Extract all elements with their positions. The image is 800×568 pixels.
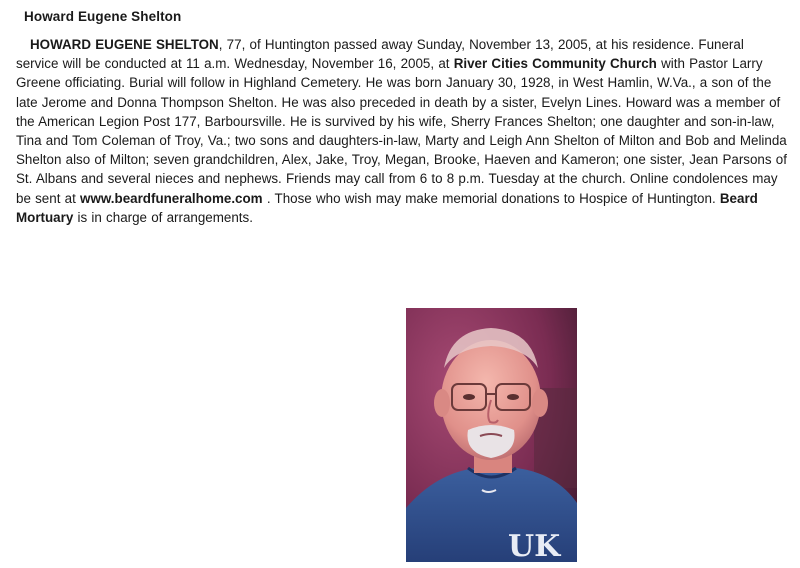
mortuary-name: Beard Mortuary [16, 190, 758, 225]
shirt-logo: UK [508, 529, 561, 562]
obituary-text [16, 35, 788, 227]
church-name: River Cities Community Church [453, 56, 657, 72]
deceased-name: HOWARD EUGENE SHELTON [30, 37, 219, 52]
obit-segment-2: with Pastor Larry Greene officiating. Burial will follow in Highland Cemetery. He was born January 30, 1928, in West Hamlin, W.Va., a son of the late Jerome and Donna Thompson Shelton. He was also preceded in death by a sister, Evelyn Lines. Howard was a member of the American Legion Post 177, Barboursville. He is survived by his wife, Sherry Frances Shelton; one daughter and son-in-law, Tina and Tom Coleman of Troy, Va.; two sons and daughters-in-law, Marty and Leigh Ann Shelton of Milton and Bob and Melinda Shelton also of Milton; seven grandchildren, Alex, Jake, Troy, Megan, Brooke, Haeven and Kameron; one sister, Jean Parsons of St. Albans and several nieces and nephews. Friends may call from 6 to 8 p.m. Tuesday at the church. Online condolences may be sent at [16, 56, 787, 206]
portrait-photo [406, 308, 577, 562]
obit-segment-4: is in charge of arrangements. [73, 209, 253, 225]
obit-segment-1: , 77, of Huntington passed away Sunday, November 13, 2005, at his residence. Funeral service will be conducted at 11 a.m. Wednesday, November 16, 2005, at [16, 37, 744, 72]
funeral-home-website: www.beardfuneralhome.com [80, 190, 263, 206]
obituary-heading: Howard Eugene Shelton [24, 9, 182, 24]
obit-segment-3: . Those who wish may make memorial donations to Hospice of Huntington. [262, 190, 720, 206]
